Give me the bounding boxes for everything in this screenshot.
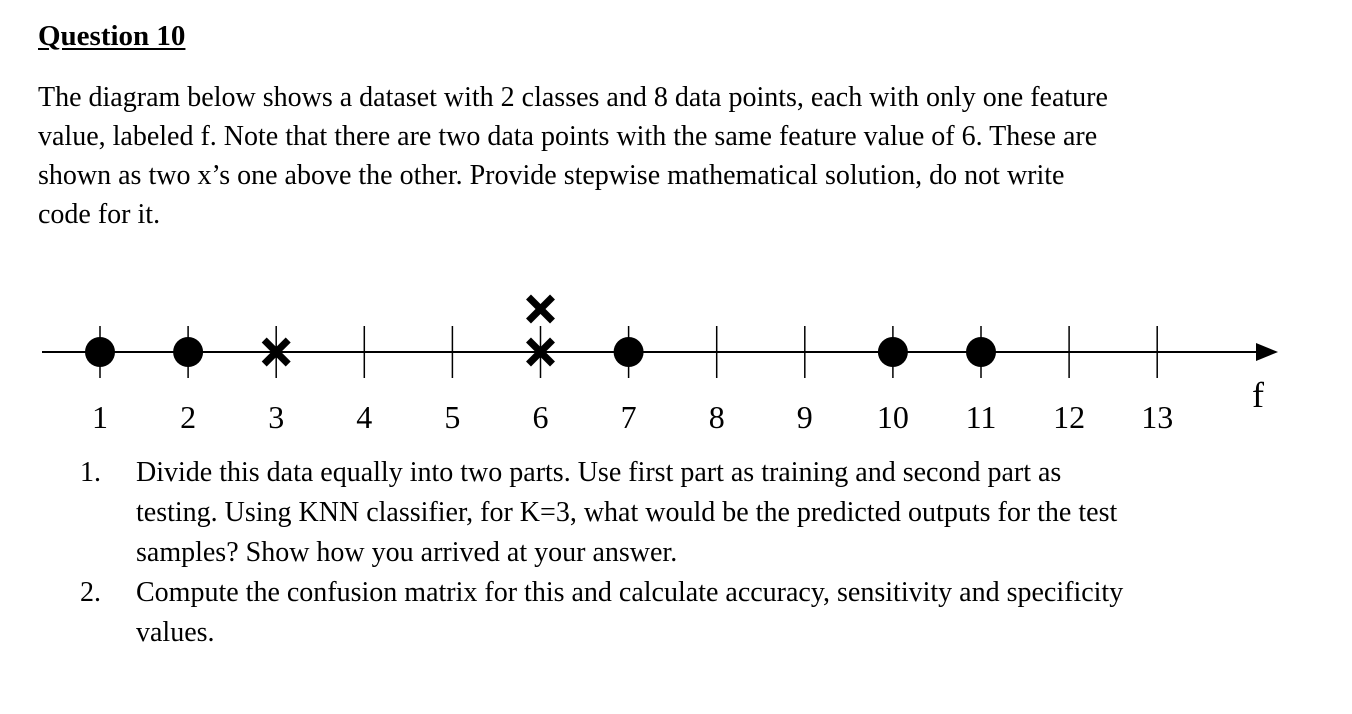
task-line: Compute the confusion matrix for this and calculate accuracy, sensitivity and specificity <box>136 577 1124 608</box>
axis-tick-label: 8 <box>708 399 725 435</box>
class-x-point <box>529 340 553 364</box>
task-line: values. <box>136 617 215 648</box>
axis-arrowhead <box>1256 343 1278 361</box>
axis-tick-label: 7 <box>620 399 637 435</box>
axis-tick-label: 3 <box>268 399 285 435</box>
intro-line: The diagram below shows a dataset with 2 classes and 8 data points, each with only one feature <box>38 82 1108 113</box>
axis-tick-label: 9 <box>796 399 813 435</box>
axis-tick-label: 11 <box>965 399 997 435</box>
class-dot-point <box>173 337 203 367</box>
task-line: samples? Show how you arrived at your answer. <box>136 537 678 568</box>
intro-line: code for it. <box>38 199 161 230</box>
axis-tick-label: 5 <box>444 399 461 435</box>
task-item <box>80 453 1290 573</box>
task-item <box>80 573 1290 653</box>
question-title: Question 10 <box>38 20 186 52</box>
question-intro <box>38 78 1288 234</box>
intro-line: shown as two x’s one above the other. Provide stepwise mathematical solution, do not write <box>38 160 1065 191</box>
axis-tick-label: 13 <box>1141 399 1174 435</box>
class-dot-point <box>85 337 115 367</box>
class-dot-point <box>966 337 996 367</box>
axis-tick-label: 10 <box>876 399 909 435</box>
class-x-point <box>529 297 553 321</box>
task-list <box>80 453 1290 653</box>
axis-tick-label: 1 <box>92 399 108 435</box>
axis-tick-label: 6 <box>532 399 549 435</box>
axis-tick-label: 2 <box>180 399 197 435</box>
class-dot-point <box>614 337 644 367</box>
task-number: 2. <box>80 577 101 608</box>
task-line: Divide this data equally into two parts. Use first part as training and second part as <box>136 457 1062 488</box>
class-dot-point <box>878 337 908 367</box>
class-x-point <box>264 340 288 364</box>
feature-axis-label: f <box>1252 375 1264 415</box>
intro-line: value, labeled f. Note that there are two data points with the same feature value of 6. These are <box>38 121 1098 152</box>
task-line: testing. Using KNN classifier, for K=3, what would be the predicted outputs for the test <box>136 497 1118 528</box>
task-number: 1. <box>80 457 101 488</box>
axis-tick-label: 12 <box>1053 399 1086 435</box>
axis-tick-label: 4 <box>356 399 373 435</box>
